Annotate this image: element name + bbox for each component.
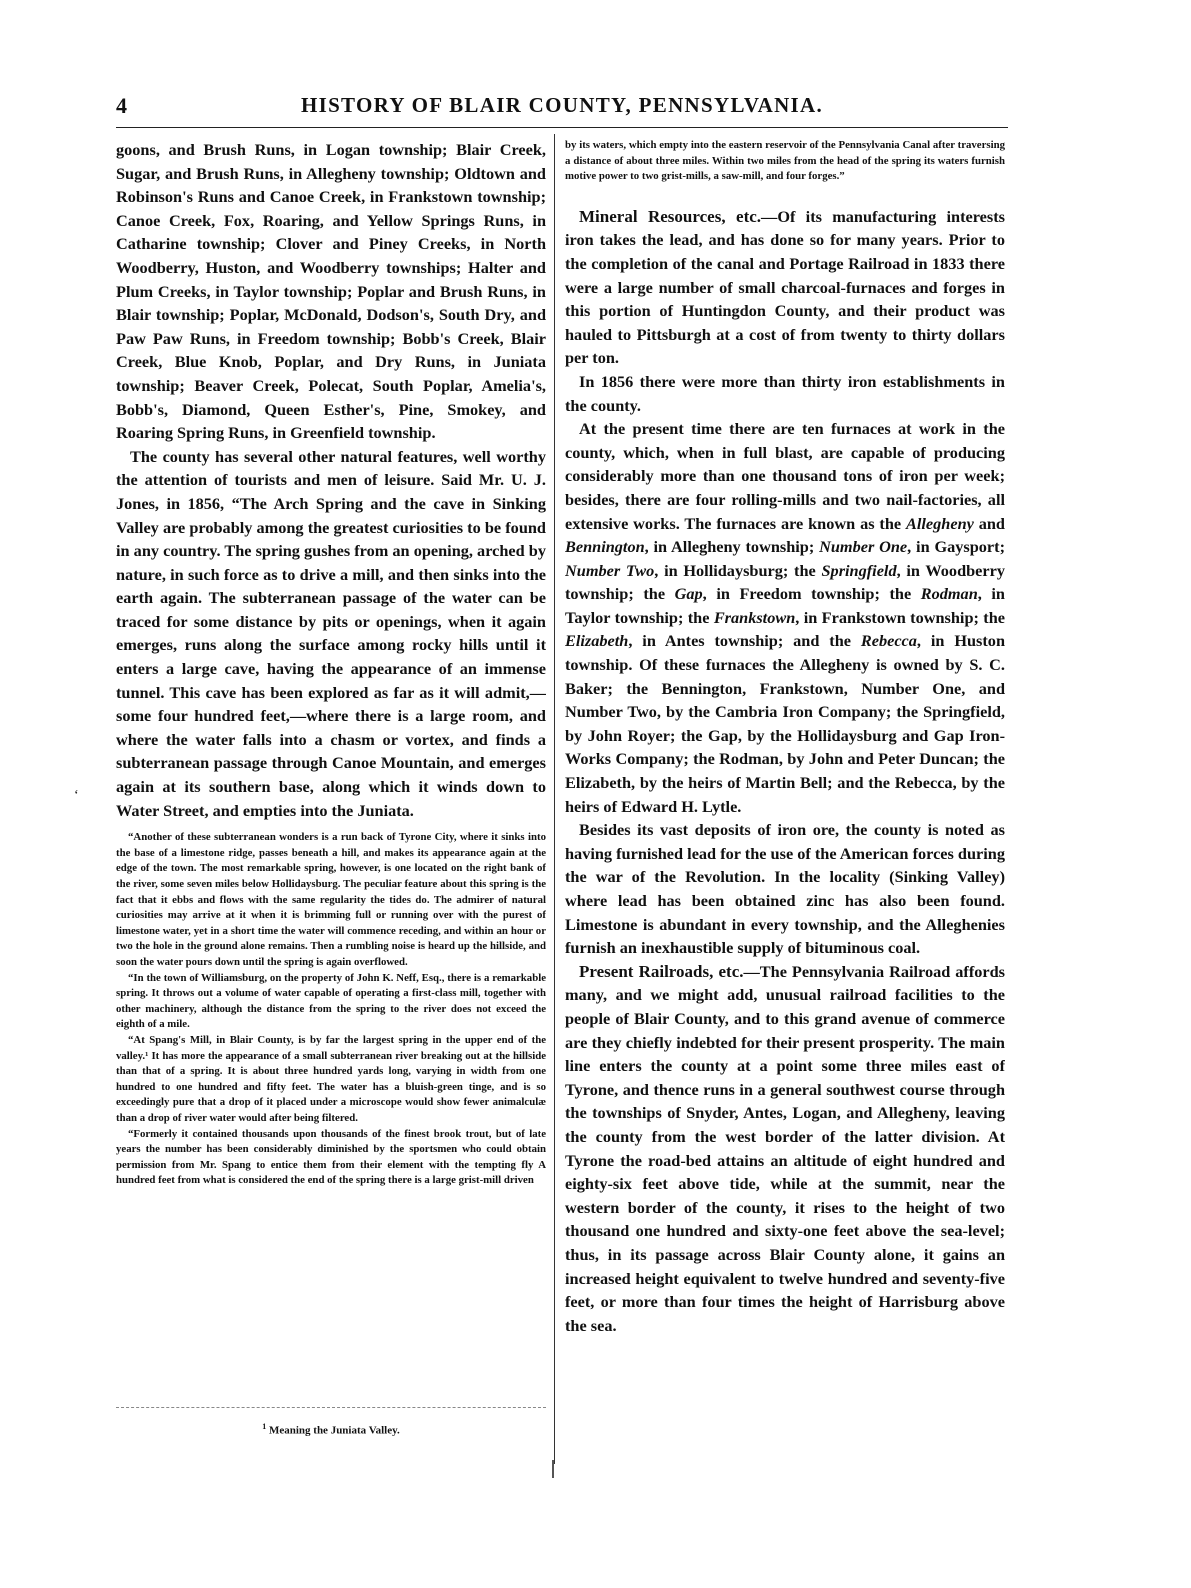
column-divider	[554, 134, 555, 1464]
section-heading-railroads: Present Railroads, etc.	[579, 961, 744, 981]
footnote-text: Meaning the Juniata Valley.	[268, 1424, 400, 1437]
section-heading-mineral: Mineral Resources, etc.	[579, 206, 762, 226]
paragraph-natural-features: The county has several other natural features, well worthy the attention of tourists and men of leisure. Said Mr. U. J. Jones, in 1856, “The Arch Spring and the cave in Sinking Valley are probably among the greatest curiosities to be found in any country. The spring gushes from an opening, arched by nature, in such force as to drive a mill, and then sinks into the earth again. The subterranean passage of the water can be traced for some distance by pits or openings, when it again emerges, runs along the surface among rocky hills until it enters a large cave, having the appearance of an immense tunnel. This cave has been explored as far as it will admit,—some four hundred feet,—where there is a large room, and where the water falls into a chasm or vortex, and finds a subterranean passage through Canoe Mountain, and emerges again at its southern base, along which it winds down to Water Street, and empties into the Juniata.	[116, 446, 546, 820]
quote-tyrone-spring: “Another of these subterranean wonders is a run back of Tyrone City, where it sinks into the base of a limestone ridge, passes beneath a hill, and makes its appearance again at the edge of the town. The most remarkable spring, however, is one located on the right bank of the river, some seven miles below Hollidaysburg. The peculiar feature about this spring is the fact that it ebbs and flows with the same regularity the tides do. The admirer of natural curiosities may arrive at it when it is brimming full or running over with the purest of limestone water, yet in a short time the water will commence receding, and within an hour or two the hole in the ground alone remains. Then a rumbling noise is heard up the hillside, and soon the water pours down until the spring is again overflowed.	[116, 831, 546, 968]
page-header	[116, 93, 1008, 117]
furnace-gap: Gap	[674, 584, 703, 604]
margin-mark-right	[552, 1460, 554, 1478]
running-title: HISTORY OF BLAIR COUNTY, PENNSYLVANIA.	[300, 93, 824, 117]
quote-spangs-mill: “At Spang's Mill, in Blair County, is by far the largest spring in the upper end of the valley.¹ It has more the appearance of a small subterranean river breaking out at the hillside than that of a spring. It is about three hundred yards long, varying in width from one hundred to one hundred and fifty feet. The water has a bluish-green tinge, and is so exceedingly pure that a drop of it placed under a microscope would show fewer animalculæ than a drop of river water would after being filtered.	[116, 1033, 546, 1124]
furnace-springfield: Springfield	[821, 560, 897, 580]
furnace-number-two: Number Two	[565, 560, 655, 580]
furnace-rebecca: Rebecca	[860, 631, 917, 651]
paragraph-railroads: Present Railroads, etc.—The Pennsylvania Railroad affords many, and we might add, unusual railroad facilities to the people of Blair County, and to this grand avenue of commerce are they chiefly indebted for their present prosperity. The main line enters the county at a point some three miles east of Tyrone, and thence runs in a general southwest course through the townships of Snyder, Antes, Logan, and Allegheny, leaving the county from the west border of the latter division. At Tyrone the road-bed attains an altitude of eight hundred and eighty-six feet above tide, while at the summit, near the western border of the county, it rises to the height of two thousand one hundred and sixty-one feet above the sea-level; thus, in its passage across Blair County alone, it gains an increased height equivalent to twelve hundred and seventy-five feet, or more than four times the height of Harrisburg above the sea.	[565, 961, 1005, 1335]
left-column	[116, 138, 546, 1189]
footnote	[116, 1422, 546, 1437]
paragraph-mineral-resources: Mineral Resources, etc.—Of its manufacturing interests iron takes the lead, and has done so for many years. Prior to the completion of the canal and Portage Railroad in 1833 there were a large number of small charcoal-furnaces and forges in this portion of Huntingdon County, and their product was hauled to Pittsburgh at a cost of from twenty to thirty dollars per ton.	[565, 206, 1005, 368]
furnace-frankstown: Frankstown	[713, 607, 796, 627]
furnace-rodman: Rodman	[920, 584, 978, 604]
furnace-allegheny: Allegheny	[906, 513, 974, 533]
quote-continuation: by its waters, which empty into the eastern reservoir of the Pennsylvania Canal after traversing a distance of about three miles. Within two miles from the head of the spring its waters furnish motive power to two grist-mills, a saw-mill, and four forges.”	[565, 139, 1005, 183]
paragraph-iron-1856: In 1856 there were more than thirty iron establishments in the county.	[565, 371, 1005, 415]
furnace-elizabeth: Elizabeth	[565, 631, 629, 651]
quote-williamsburg-spring: “In the town of Williamsburg, on the property of John K. Neff, Esq., there is a remarkable spring. It throws out a volume of water capable of operating a first-class mill, together with other machinery, although the distance from the spring to the river does not exceed the eighth of a mile.	[116, 971, 546, 1031]
page-number: 4	[116, 93, 127, 118]
paragraph-streams: goons, and Brush Runs, in Logan township; Blair Creek, Sugar, and Brush Runs, in Allegheny township; Oldtown and Robinson's Runs and Canoe Creek, in Frankstown township; Canoe Creek, Fox, Roaring, and Yellow Springs Runs, in Catharine township; Clover and Piney Creeks, in North Woodberry, Huston, and Woodberry townships; Halter and Plum Creeks, in Taylor township; Poplar and Brush Runs, in Blair township; Poplar, McDonald, Dodson's, South Dry, and Paw Paw Runs, in Freedom township; Bobb's Creek, Blair Creek, Blue Knob, Poplar, and Dry Runs, in Juniata township; Beaver Creek, Polecat, South Poplar, Amelia's, Bobb's, Diamond, Queen Esther's, Pine, Smokey, and Roaring Spring Runs, in Greenfield township.	[116, 140, 546, 443]
quote-brook-trout: “Formerly it contained thousands upon thousands of the finest brook trout, but of late years the number has been considerably diminished by the sportsmen who could obtain permission from Mr. Spang to entice them from their element with the tempting fly A hundred feet from what is considered the end of the spring there is a large grist-mill driven	[116, 1127, 546, 1187]
paragraph-furnaces: At the present time there are ten furnaces at work in the county, which, when in full blast, are capable of producing considerably more than one thousand tons of iron per week; besides, there are four rolling-mills and two nail-factories, all extensive works. The furnaces are known as the Allegheny and Bennington, in Allegheny township; Number One, in Gaysport; Number Two, in Hollidaysburg; the Springfield, in Woodberry township; the Gap, in Freedom township; the Rodman, in Taylor township; the Frankstown, in Frankstown township; the Elizabeth, in Antes township; and the Rebecca, in Huston township. Of these furnaces the Allegheny is owned by S. C. Baker; the Bennington, Frankstown, Number One, and Number Two, by the Cambria Iron Company; the Springfield, by John Royer; the Gap, by the Hollidaysburg and Gap Iron-Works Company; the Rodman, by John and Peter Duncan; the Elizabeth, by the heirs of Martin Bell; and the Rebecca, by the heirs of Edward H. Lytle.	[565, 419, 1005, 816]
furnace-bennington: Bennington	[565, 537, 645, 557]
footnote-mark: 1	[262, 1422, 267, 1431]
right-column	[565, 138, 1005, 1337]
header-rule	[116, 127, 1008, 128]
paragraph-lead-zinc: Besides its vast deposits of iron ore, the county is noted as having furnished lead for the use of the American forces during the war of the Revolution. In the locality (Sinking Valley) where lead has been obtained zinc has also been found. Limestone is abundant in every township, and the Alleghenies furnish an inexhaustible supply of bituminous coal.	[565, 820, 1005, 958]
margin-mark: ‘	[74, 788, 79, 803]
furnace-number-one: Number One	[819, 537, 908, 557]
footnote-rule	[116, 1407, 546, 1408]
